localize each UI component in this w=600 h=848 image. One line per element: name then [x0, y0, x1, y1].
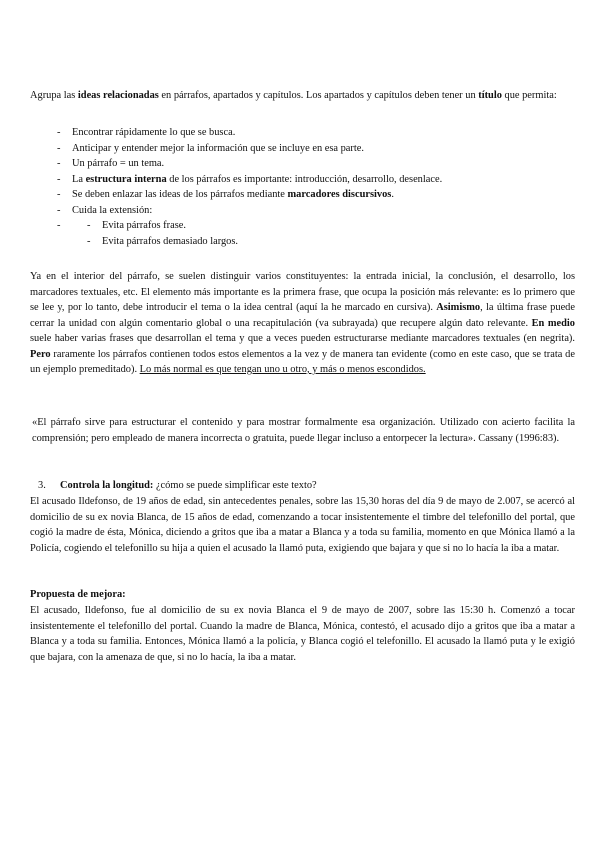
bullet-text: La	[72, 173, 86, 185]
bullet-item	[0, 156, 560, 172]
sub-list-container	[0, 218, 560, 249]
bullet-text: Encontrar rápidamente lo que se busca.	[72, 127, 236, 138]
bullet-text: Se deben enlazar las ideas de los párrafos mediante	[72, 189, 288, 200]
intro-text: en párrafos, apartados y capítulos. Los apartados y capítulos deben tener un	[158, 90, 479, 101]
proposal-paragraph: El acusado, Ildefonso, fue al domicilio de su ex novia Blanca el 9 de mayo de 2007, sobre las 15:30 h. Comenzó a tocar insistentemente el telefonillo del portal. Cuando la madre de Blanca, Mónica, contestó, el acusado dijo a gritos que iba a matar a Blanca y a toda su familia. Entonces, Mónica llamó a la policía, y Blanca cogió el telefonillo. El acusado la llamó puta y le exigió que bajara, con la amenaza de que, si no lo hacía, la iba a matar.	[30, 605, 575, 663]
bullet-item	[0, 203, 560, 219]
bullet-text: Cuida la extensión:	[72, 204, 153, 216]
bullet-text: de los párrafos es importante: introducción, desarrollo, desenlace.	[166, 173, 443, 185]
paragraph-bold: Pero	[30, 348, 51, 360]
numbered-heading	[38, 478, 317, 494]
bullet-item	[0, 187, 560, 203]
sub-bullet-text: Evita párrafos frase.	[102, 220, 186, 231]
paragraph-structure	[30, 269, 575, 378]
sub-bullet-list	[0, 218, 560, 249]
quote-paragraph: «El párrafo sirve para estructurar el contenido y para mostrar formalmente esa organización. Utilizado con acierto facilita la comprensión; pero empleado de manera incorrecta o gratuita, puede llegar incluso a entorpecer la lectura». Cassany (1996:83).	[32, 417, 575, 444]
original-text-paragraph: El acusado Ildefonso, de 19 años de edad, sin antecedentes penales, sobre las 15,30 horas del día 9 de mayo de 2.007, se acercó al domicilio de su ex novia Blanca, de 15 años de edad, comenzando a tocar insistentemente el timbre del telefonillo del portal, que cogió la madre de ésta, Mónica, diciendo a gritos que iba a matar a Blanca y a toda su familia, momento en que Mónica llamó a la Policía, cogiendo el telefonillo su hija a quien el acusado la llamó puta, exigiendo que bajara y que si no lo hacía la iba a matar.	[30, 496, 575, 554]
bullet-item	[0, 172, 560, 188]
intro-text: que permita:	[501, 90, 557, 101]
sub-bullet-text: Evita párrafos demasiado largos.	[102, 235, 238, 247]
paragraph-text: suele haber varias frases que desarrollan el tema y que a veces pueden estructurarse mediante marcadores textuales (en negrita).	[30, 333, 575, 344]
sub-bullet-item	[0, 218, 560, 234]
paragraph-text: Ya en el interior del párrafo, se suelen distinguir varios constituyentes: la entrada inicial, la conclusión, el desarrollo, los marcadores textuales, etc. El elemento más importante es la primera frase, que ocupa la posición más relevante: es lo primero que se lee y, por lo tanto, debe introducir el tema o la idea central (aquí la he marcado en cursiva).	[30, 271, 575, 313]
paragraph-bold: En medio	[531, 317, 576, 329]
intro-bold-title: título	[478, 90, 502, 101]
item-title: Controla la longitud:	[60, 480, 154, 491]
item-number: 3.	[38, 480, 46, 491]
item-question: ¿cómo se puede simplificar este texto?	[153, 480, 317, 491]
paragraph-bold: Asimismo	[436, 302, 481, 313]
sub-bullet-item	[0, 234, 560, 250]
paragraph-underlined: Lo más normal es que tengan uno u otro, y más o menos escondidos.	[139, 364, 426, 375]
paragraph-text: raramente los párrafos contienen todos estos elementos a la vez y de manera tan evidente (como en este caso, que se trata de un ejemplo premeditado).	[30, 348, 575, 375]
bullet-item	[0, 125, 560, 141]
intro-bold-ideas: ideas relacionadas	[77, 90, 159, 101]
intro-text: Agrupa las	[30, 90, 78, 101]
bullet-list	[0, 125, 560, 249]
proposal-title: Propuesta de mejora:	[30, 589, 126, 600]
bullet-bold: estructura interna	[85, 173, 167, 185]
bullet-item	[0, 141, 560, 157]
bullet-text: .	[391, 189, 394, 200]
bullet-text: Un párrafo = un tema.	[72, 158, 165, 169]
intro-paragraph	[30, 88, 575, 104]
paragraph-text: , la última frase puede cerrar la unidad con algún comentario global o una recapitulación (va subrayada) que recupere algún dato relevante.	[30, 302, 575, 329]
bullet-text: Anticipar y entender mejor la información que se incluye en esa parte.	[72, 142, 364, 154]
bullet-bold: marcadores discursivos	[287, 189, 392, 200]
